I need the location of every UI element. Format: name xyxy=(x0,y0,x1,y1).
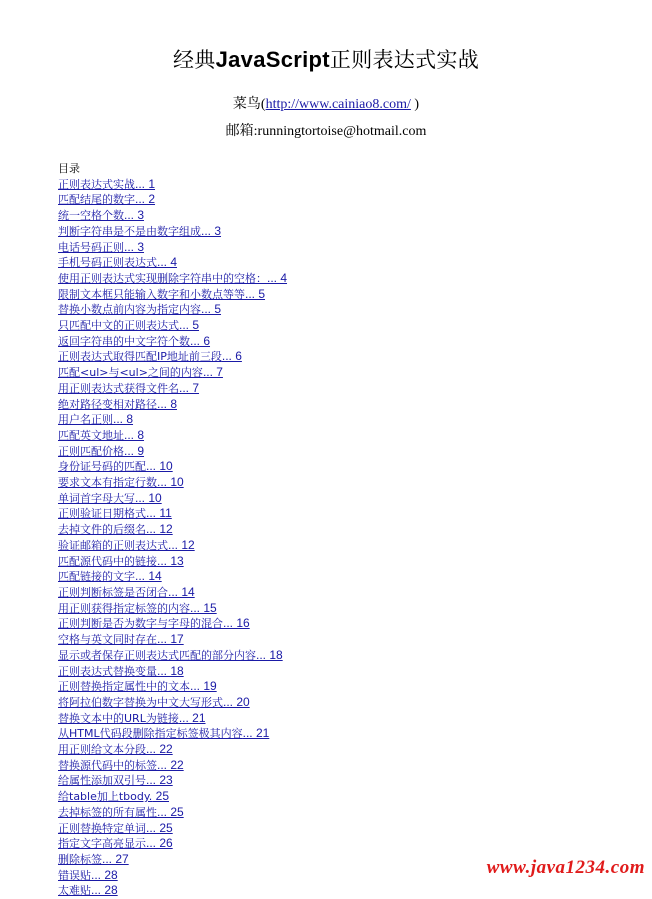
toc-item xyxy=(58,601,478,617)
toc-item-title: 从HTML代码段删除指定标签极其内容 xyxy=(58,727,243,741)
toc-item-page: ... 21 xyxy=(242,726,270,741)
toc-item xyxy=(58,177,478,193)
toc-item xyxy=(58,632,478,648)
toc-item-page: ... 25 xyxy=(157,804,184,819)
toc-item xyxy=(58,522,478,538)
toc-item-page: ... 11 xyxy=(146,506,172,521)
toc-link[interactable] xyxy=(58,350,242,363)
toc-link[interactable] xyxy=(58,727,269,740)
toc-list xyxy=(58,177,478,899)
toc-link[interactable] xyxy=(58,492,162,505)
toc-item-page: ... 3 xyxy=(201,223,222,238)
toc-item-page: ... 14 xyxy=(135,569,162,584)
toc-item xyxy=(58,585,478,601)
toc-item xyxy=(58,475,478,491)
toc-link[interactable] xyxy=(58,382,199,395)
toc-item xyxy=(58,773,478,789)
toc-link[interactable] xyxy=(58,445,144,458)
toc-link[interactable] xyxy=(58,680,217,693)
toc-link[interactable] xyxy=(58,335,210,348)
toc-item xyxy=(58,742,478,758)
toc-item xyxy=(58,208,478,224)
toc-item-page: ... 18 xyxy=(157,663,184,678)
toc-item xyxy=(58,287,478,303)
toc-item xyxy=(58,255,478,271)
toc-item-page: ... 12 xyxy=(168,537,195,552)
toc-heading: 目录 xyxy=(58,162,80,175)
toc-item-title: 去掉标签的所有属性 xyxy=(58,805,157,819)
title-suffix: 正则表达式实战 xyxy=(329,48,479,72)
toc-item-page: ... 1 xyxy=(135,176,156,191)
toc-item-page: ... 28 xyxy=(91,883,118,898)
toc-item-page: ... 4 xyxy=(267,270,288,285)
toc-item xyxy=(58,852,478,868)
toc-link[interactable] xyxy=(58,303,221,316)
toc-link[interactable] xyxy=(58,256,177,269)
toc-item-page: ... 6 xyxy=(221,349,242,364)
toc-link[interactable] xyxy=(58,288,265,301)
toc-item-title: 给table加上tbody. xyxy=(58,790,153,804)
toc-item-page: ... 7 xyxy=(179,380,200,395)
toc-link[interactable] xyxy=(58,225,221,238)
toc-item xyxy=(58,711,478,727)
toc-item-title: 验证邮箱的正则表达式 xyxy=(58,538,168,552)
toc-item xyxy=(58,821,478,837)
toc-item-title: 替换文本中的URL为链接 xyxy=(58,711,179,725)
toc-item xyxy=(58,334,478,350)
toc-item xyxy=(58,381,478,397)
toc-item-page: ... 10 xyxy=(146,459,173,474)
toc-link[interactable] xyxy=(58,398,177,411)
author-email: 邮箱:runningtortoise@hotmail.com xyxy=(225,124,427,139)
toc-item-title: 身份证号码的匹配 xyxy=(58,460,146,474)
toc-link[interactable] xyxy=(58,837,173,850)
toc-item-title: 使用正则表达式实现删除字符串中的空格： xyxy=(58,271,267,285)
toc-item-title: 将阿拉伯数字替换为中文大写形式 xyxy=(58,695,223,709)
toc-link[interactable] xyxy=(58,696,250,709)
author-name: 菜鸟( xyxy=(232,97,266,112)
toc-item-page: ... 22 xyxy=(146,742,173,757)
toc-item-page: 25 xyxy=(152,789,169,804)
toc-item-title: 显示或者保存正则表达式匹配的部分内容 xyxy=(58,648,256,662)
toc-item-page: ... 20 xyxy=(223,694,250,709)
toc-link[interactable] xyxy=(58,272,287,285)
toc-item-title: 限制文本框只能输入数字和小数点等等 xyxy=(58,287,245,301)
toc-item-title: 替换源代码中的标签 xyxy=(58,758,157,772)
toc-item-title: 正则验证日期格式 xyxy=(58,507,146,521)
toc-link[interactable] xyxy=(58,366,223,379)
toc-item-page: ... 13 xyxy=(157,553,184,568)
toc-link[interactable] xyxy=(58,539,195,552)
toc-item-title: 正则表达式实战 xyxy=(58,177,135,191)
toc-item-page: ... 10 xyxy=(157,475,184,490)
toc-link[interactable] xyxy=(58,743,173,756)
toc-link[interactable] xyxy=(58,649,283,662)
toc-item-page: ... 21 xyxy=(178,710,206,725)
toc-item-title: 正则替换指定属性中的文本 xyxy=(58,680,190,694)
toc-item-title: 匹配结尾的数字 xyxy=(58,193,135,207)
toc-item-page: ... 3 xyxy=(124,208,145,223)
toc-item-title: 用正则表达式获得文件名 xyxy=(58,381,179,395)
toc-item-page: ... 8 xyxy=(113,412,134,427)
toc-item-page: ... 6 xyxy=(190,333,211,348)
toc-item xyxy=(58,836,478,852)
toc-link[interactable] xyxy=(58,178,155,191)
toc-item xyxy=(58,506,478,522)
toc-item-page: ... 5 xyxy=(245,286,266,301)
toc-item-title: 统一空格个数 xyxy=(58,209,124,223)
title-prefix: 经典 xyxy=(172,48,216,72)
toc-link[interactable] xyxy=(58,193,155,206)
document-title xyxy=(0,44,652,76)
toc-item-title: 用正则给文本分段 xyxy=(58,743,146,757)
toc-item-page: ... 19 xyxy=(190,679,217,694)
toc-link[interactable] xyxy=(58,774,173,787)
toc-item xyxy=(58,648,478,664)
toc-link[interactable] xyxy=(58,617,250,630)
toc-item xyxy=(58,349,478,365)
toc-item-page: ... 2 xyxy=(135,192,156,207)
toc-item-page: ... 15 xyxy=(190,600,217,615)
toc-item-title: 正则匹配价格 xyxy=(58,444,124,458)
toc-link[interactable] xyxy=(58,413,133,426)
toc-item xyxy=(58,758,478,774)
toc-item xyxy=(58,459,478,475)
toc-item-title: 去掉文件的后缀名 xyxy=(58,523,146,537)
title-latin: JavaScript xyxy=(215,47,330,72)
toc-item-page: ... 12 xyxy=(146,522,173,537)
toc-item xyxy=(58,192,478,208)
toc-link[interactable] xyxy=(58,429,144,442)
toc-link[interactable] xyxy=(58,665,184,678)
toc-item-page: ... 27 xyxy=(102,851,129,866)
toc-link[interactable] xyxy=(58,806,184,819)
toc-item-title: 指定文字高亮显示 xyxy=(58,837,146,851)
toc-item-title: 匹配链接的文字 xyxy=(58,570,135,584)
toc-link[interactable] xyxy=(58,319,199,332)
toc-item-page: ... 18 xyxy=(256,647,283,662)
toc-link[interactable] xyxy=(58,633,184,646)
toc-item-page: ... 23 xyxy=(146,773,173,788)
toc-link[interactable] xyxy=(58,476,184,489)
toc-item-page: ... 7 xyxy=(202,365,223,380)
toc-item-page: ... 16 xyxy=(223,616,250,631)
toc-item xyxy=(58,365,478,381)
toc-item-page: ... 5 xyxy=(201,302,222,317)
toc-link[interactable] xyxy=(58,712,206,725)
toc-item xyxy=(58,538,478,554)
author-line xyxy=(0,96,652,114)
toc-item-page: ... 26 xyxy=(146,836,173,851)
toc-item xyxy=(58,491,478,507)
toc-item-title: 匹配英文地址 xyxy=(58,428,124,442)
toc-item xyxy=(58,444,478,460)
toc-item-title: 正则判断标签是否闭合 xyxy=(58,585,168,599)
toc-link[interactable] xyxy=(58,586,195,599)
toc-item-title: 单词首字母大写 xyxy=(58,491,135,505)
toc-link[interactable] xyxy=(58,507,172,520)
toc-item xyxy=(58,302,478,318)
toc-item-title: 替换小数点前内容为指定内容 xyxy=(58,303,201,317)
toc-item-page: ... 4 xyxy=(157,255,178,270)
toc-item-title: 给属性添加双引号 xyxy=(58,774,146,788)
toc-item xyxy=(58,224,478,240)
toc-item-page: ... 25 xyxy=(146,820,173,835)
toc-item-title: 判断字符串是不是由数字组成 xyxy=(58,224,201,238)
toc-item-page: ... 28 xyxy=(91,867,118,882)
author-website-link[interactable]: http://www.cainiao8.com/ xyxy=(265,97,411,112)
toc-item xyxy=(58,664,478,680)
toc-item-title: 手机号码正则表达式 xyxy=(58,256,157,270)
toc-item xyxy=(58,616,478,632)
toc-item-title: 空格与英文同时存在 xyxy=(58,633,157,647)
toc-link[interactable] xyxy=(58,759,184,772)
toc-item-title: 正则表达式取得匹配IP地址前三段 xyxy=(58,350,222,364)
toc-item-title: 电话号码正则 xyxy=(58,240,124,254)
toc-item-page: ... 22 xyxy=(157,757,184,772)
toc-link[interactable] xyxy=(58,209,144,222)
toc-item-title: 匹配<ul>与<ul>之间的内容 xyxy=(58,366,203,380)
toc-link[interactable] xyxy=(58,869,118,882)
toc-item-title: 正则替换特定单词 xyxy=(58,821,146,835)
toc-item xyxy=(58,240,478,256)
toc-link[interactable] xyxy=(58,241,144,254)
toc-item xyxy=(58,271,478,287)
toc-item xyxy=(58,569,478,585)
table-of-contents xyxy=(58,162,478,899)
toc-link[interactable] xyxy=(58,570,162,583)
toc-item xyxy=(58,868,478,884)
toc-link[interactable] xyxy=(58,822,173,835)
toc-item xyxy=(58,679,478,695)
toc-item-page: ... 9 xyxy=(124,443,145,458)
toc-item-title: 正则判断是否为数字与字母的混合 xyxy=(58,617,223,631)
toc-item xyxy=(58,695,478,711)
toc-item-page: ... 17 xyxy=(157,632,184,647)
toc-item-title: 匹配源代码中的链接 xyxy=(58,554,157,568)
toc-item-page: ... 10 xyxy=(135,490,162,505)
toc-item xyxy=(58,412,478,428)
toc-item-page: ... 8 xyxy=(124,427,145,442)
toc-item-page: ... 3 xyxy=(124,239,145,254)
author-close: ) xyxy=(410,97,420,112)
toc-item-title: 正则表达式替换变量 xyxy=(58,664,157,678)
toc-item xyxy=(58,726,478,742)
toc-item-page: ... 8 xyxy=(157,396,178,411)
toc-item-title: 用户名正则 xyxy=(58,413,113,427)
watermark: www.java1234.com xyxy=(486,857,645,878)
toc-link[interactable] xyxy=(58,602,217,615)
toc-item xyxy=(58,397,478,413)
toc-item xyxy=(58,318,478,334)
toc-link[interactable] xyxy=(58,555,184,568)
toc-item xyxy=(58,883,478,899)
toc-item-title: 删除标签 xyxy=(58,852,102,866)
toc-item xyxy=(58,805,478,821)
toc-item-page: ... 5 xyxy=(179,318,200,333)
toc-item-title: 太难贴 xyxy=(58,884,91,898)
toc-item-title: 要求文本有指定行数 xyxy=(58,476,157,490)
toc-item xyxy=(58,428,478,444)
toc-link[interactable] xyxy=(58,853,129,866)
toc-item-title: 错误贴 xyxy=(58,868,91,882)
toc-link[interactable] xyxy=(58,523,173,536)
toc-item-title: 返回字符串的中文字符个数 xyxy=(58,334,190,348)
toc-item-title: 绝对路径变相对路径 xyxy=(58,397,157,411)
toc-item xyxy=(58,554,478,570)
toc-link[interactable] xyxy=(58,790,169,803)
toc-item-title: 用正则获得指定标签的内容 xyxy=(58,601,190,615)
toc-item-page: ... 14 xyxy=(168,584,195,599)
toc-item xyxy=(58,789,478,805)
toc-link[interactable] xyxy=(58,460,173,473)
toc-item-title: 只匹配中文的正则表达式 xyxy=(58,319,179,333)
